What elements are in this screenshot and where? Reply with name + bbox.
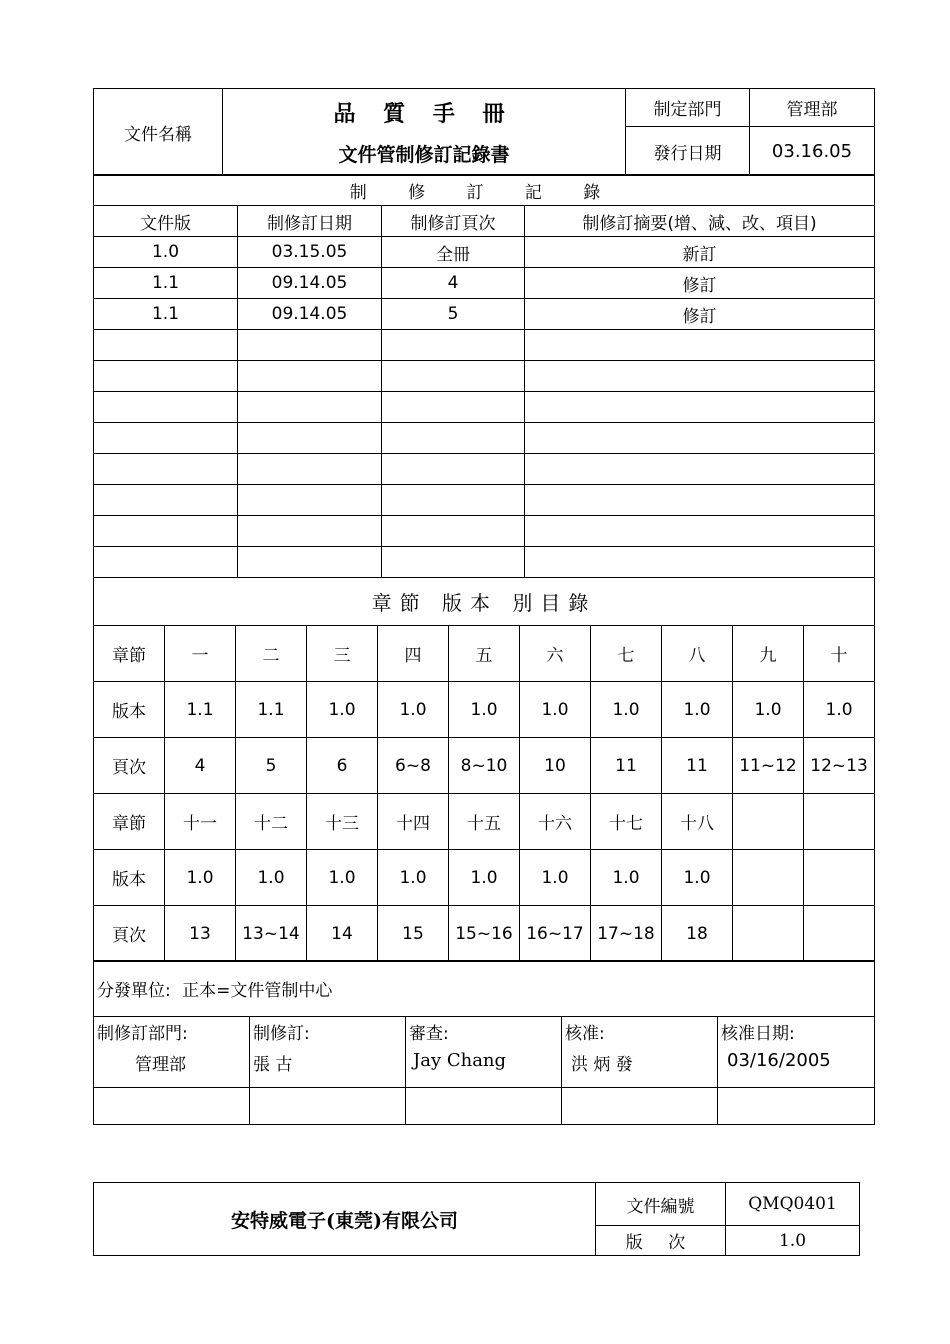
company-name: 安特威電子(東莞)有限公司 [94,1183,596,1256]
page-cell: 13 [165,906,236,962]
chapter-version-table [93,577,875,962]
page-cell [804,906,875,962]
version-value: 1.0 [726,1226,860,1256]
chapter-cell: 十五 [449,794,520,850]
issue-date-label: 發行日期 [626,127,750,176]
chapter-cell: 十二 [236,794,307,850]
cell-summary: 修訂 [525,268,875,299]
chapter-row [94,626,875,682]
table-row [94,361,875,392]
signoff-revised-label: 制修訂: [253,1024,310,1044]
signoff-date-label: 核准日期: [721,1024,795,1044]
doc-title-cell [223,89,626,176]
col-header-pages: 制修訂頁次 [382,206,525,237]
version-cell: 1.0 [591,850,662,906]
version-cell: 1.1 [236,682,307,738]
signoff-revised-value: 張 古 [253,1055,293,1075]
version-cell: 1.0 [591,682,662,738]
table-row [94,547,875,578]
col-header-version: 文件版 [94,206,238,237]
empty-cell [94,1088,250,1125]
version-cell: 1.0 [520,850,591,906]
page-cell: 5 [236,738,307,794]
chapter-cell [733,794,804,850]
distribution-cell [94,961,875,1017]
table-row [94,423,875,454]
page-cell: 6 [307,738,378,794]
version-label: 版 次 [596,1226,726,1256]
version-cell: 1.0 [449,682,520,738]
footer-table [93,1182,860,1256]
cell-summary: 修訂 [525,299,875,330]
version-cell: 1.0 [662,850,733,906]
table-row [94,299,875,330]
signoff-dept-cell [94,1017,250,1088]
col-header-summary: 制修訂摘要(增、減、改、項目) [525,206,875,237]
page-cell: 8~10 [449,738,520,794]
cell-version: 1.1 [94,268,238,299]
version-cell: 1.0 [662,682,733,738]
signoff-approved-cell [562,1017,718,1088]
page-cell: 13~14 [236,906,307,962]
version-cell [733,850,804,906]
version-cell: 1.0 [165,850,236,906]
version-cell: 1.0 [236,850,307,906]
row-label-chapter: 章節 [94,794,165,850]
table-row [94,392,875,423]
version-cell: 1.0 [520,682,591,738]
page-cell: 15 [378,906,449,962]
empty-cell [718,1088,875,1125]
doc-number-value: QMQ0401 [726,1183,860,1226]
signoff-reviewed-cell [406,1017,562,1088]
empty-cell [250,1088,406,1125]
version-cell [804,850,875,906]
chapter-cell: 七 [591,626,662,682]
distribution-value: 正本=文件管制中心 [182,981,333,1001]
empty-cell [406,1088,562,1125]
chapter-cell: 一 [165,626,236,682]
table-row [94,516,875,547]
page-cell: 17~18 [591,906,662,962]
header-table [93,88,875,176]
empty-cell [562,1088,718,1125]
cell-pages: 4 [382,268,525,299]
signoff-dept-value: 管理部 [135,1055,186,1075]
table-row [94,237,875,268]
page-cell: 14 [307,906,378,962]
page-cell: 18 [662,906,733,962]
page-cell: 16~17 [520,906,591,962]
chapter-cell: 五 [449,626,520,682]
page-cell: 4 [165,738,236,794]
chapter-version-title: 章節 版本 別目錄 [94,578,875,626]
page-cell: 11 [591,738,662,794]
signoff-date-value: 03/16/2005 [727,1050,831,1071]
revision-record-table [93,174,875,578]
signoff-dept-label: 制修訂部門: [97,1024,188,1044]
chapter-cell: 十七 [591,794,662,850]
signoff-revised-cell [250,1017,406,1088]
doc-subtitle: 文件管制修訂記錄書 [338,144,510,166]
chapter-cell: 十六 [520,794,591,850]
dept-label: 制定部門 [626,89,750,127]
table-row [94,485,875,516]
chapter-cell: 三 [307,626,378,682]
cell-summary: 新訂 [525,237,875,268]
version-cell: 1.1 [165,682,236,738]
signoff-reviewed-label: 審查: [409,1024,449,1044]
signoff-reviewed-value: Jay Chang [413,1050,507,1071]
version-cell: 1.0 [449,850,520,906]
doc-name-label: 文件名稱 [94,89,223,176]
chapter-cell: 十三 [307,794,378,850]
row-label-version: 版本 [94,682,165,738]
doc-title: 品 質 手 冊 [333,101,515,127]
chapter-cell [804,794,875,850]
cell-date: 09.14.05 [238,299,382,330]
row-label-page: 頁次 [94,906,165,962]
signoff-approved-value: 洪 炳 發 [571,1055,633,1075]
table-row [94,454,875,485]
chapter-cell: 二 [236,626,307,682]
page-cell [733,906,804,962]
col-header-date: 制修訂日期 [238,206,382,237]
chapter-cell: 十一 [165,794,236,850]
page-cell: 15~16 [449,906,520,962]
row-label-chapter: 章節 [94,626,165,682]
table-row [94,330,875,361]
table-row [94,268,875,299]
version-cell: 1.0 [378,682,449,738]
chapter-row [94,794,875,850]
page-cell: 11 [662,738,733,794]
chapter-cell: 四 [378,626,449,682]
page-row [94,906,875,962]
revision-header-row [94,206,875,237]
version-cell: 1.0 [378,850,449,906]
chapter-cell: 八 [662,626,733,682]
page-row [94,738,875,794]
signoff-table [93,960,875,1125]
page-cell: 6~8 [378,738,449,794]
version-cell: 1.0 [804,682,875,738]
page-cell: 11~12 [733,738,804,794]
version-cell: 1.0 [733,682,804,738]
cell-date: 09.14.05 [238,268,382,299]
cell-version: 1.0 [94,237,238,268]
row-label-version: 版本 [94,850,165,906]
revision-record-title: 制 修 訂 記 錄 [94,175,875,206]
version-cell: 1.0 [307,850,378,906]
chapter-cell: 十 [804,626,875,682]
row-label-page: 頁次 [94,738,165,794]
doc-number-label: 文件編號 [596,1183,726,1226]
version-row [94,850,875,906]
chapter-cell: 六 [520,626,591,682]
chapter-cell: 十八 [662,794,733,850]
version-cell: 1.0 [307,682,378,738]
page-cell: 10 [520,738,591,794]
cell-pages: 全冊 [382,237,525,268]
chapter-cell: 九 [733,626,804,682]
issue-date-value: 03.16.05 [750,127,875,176]
signoff-approved-label: 核准: [565,1024,605,1044]
chapter-cell: 十四 [378,794,449,850]
signoff-date-cell [718,1017,875,1088]
cell-version: 1.1 [94,299,238,330]
page-cell: 12~13 [804,738,875,794]
distribution-label: 分發單位: [97,981,171,1001]
version-row [94,682,875,738]
cell-date: 03.15.05 [238,237,382,268]
cell-pages: 5 [382,299,525,330]
dept-value: 管理部 [750,89,875,127]
